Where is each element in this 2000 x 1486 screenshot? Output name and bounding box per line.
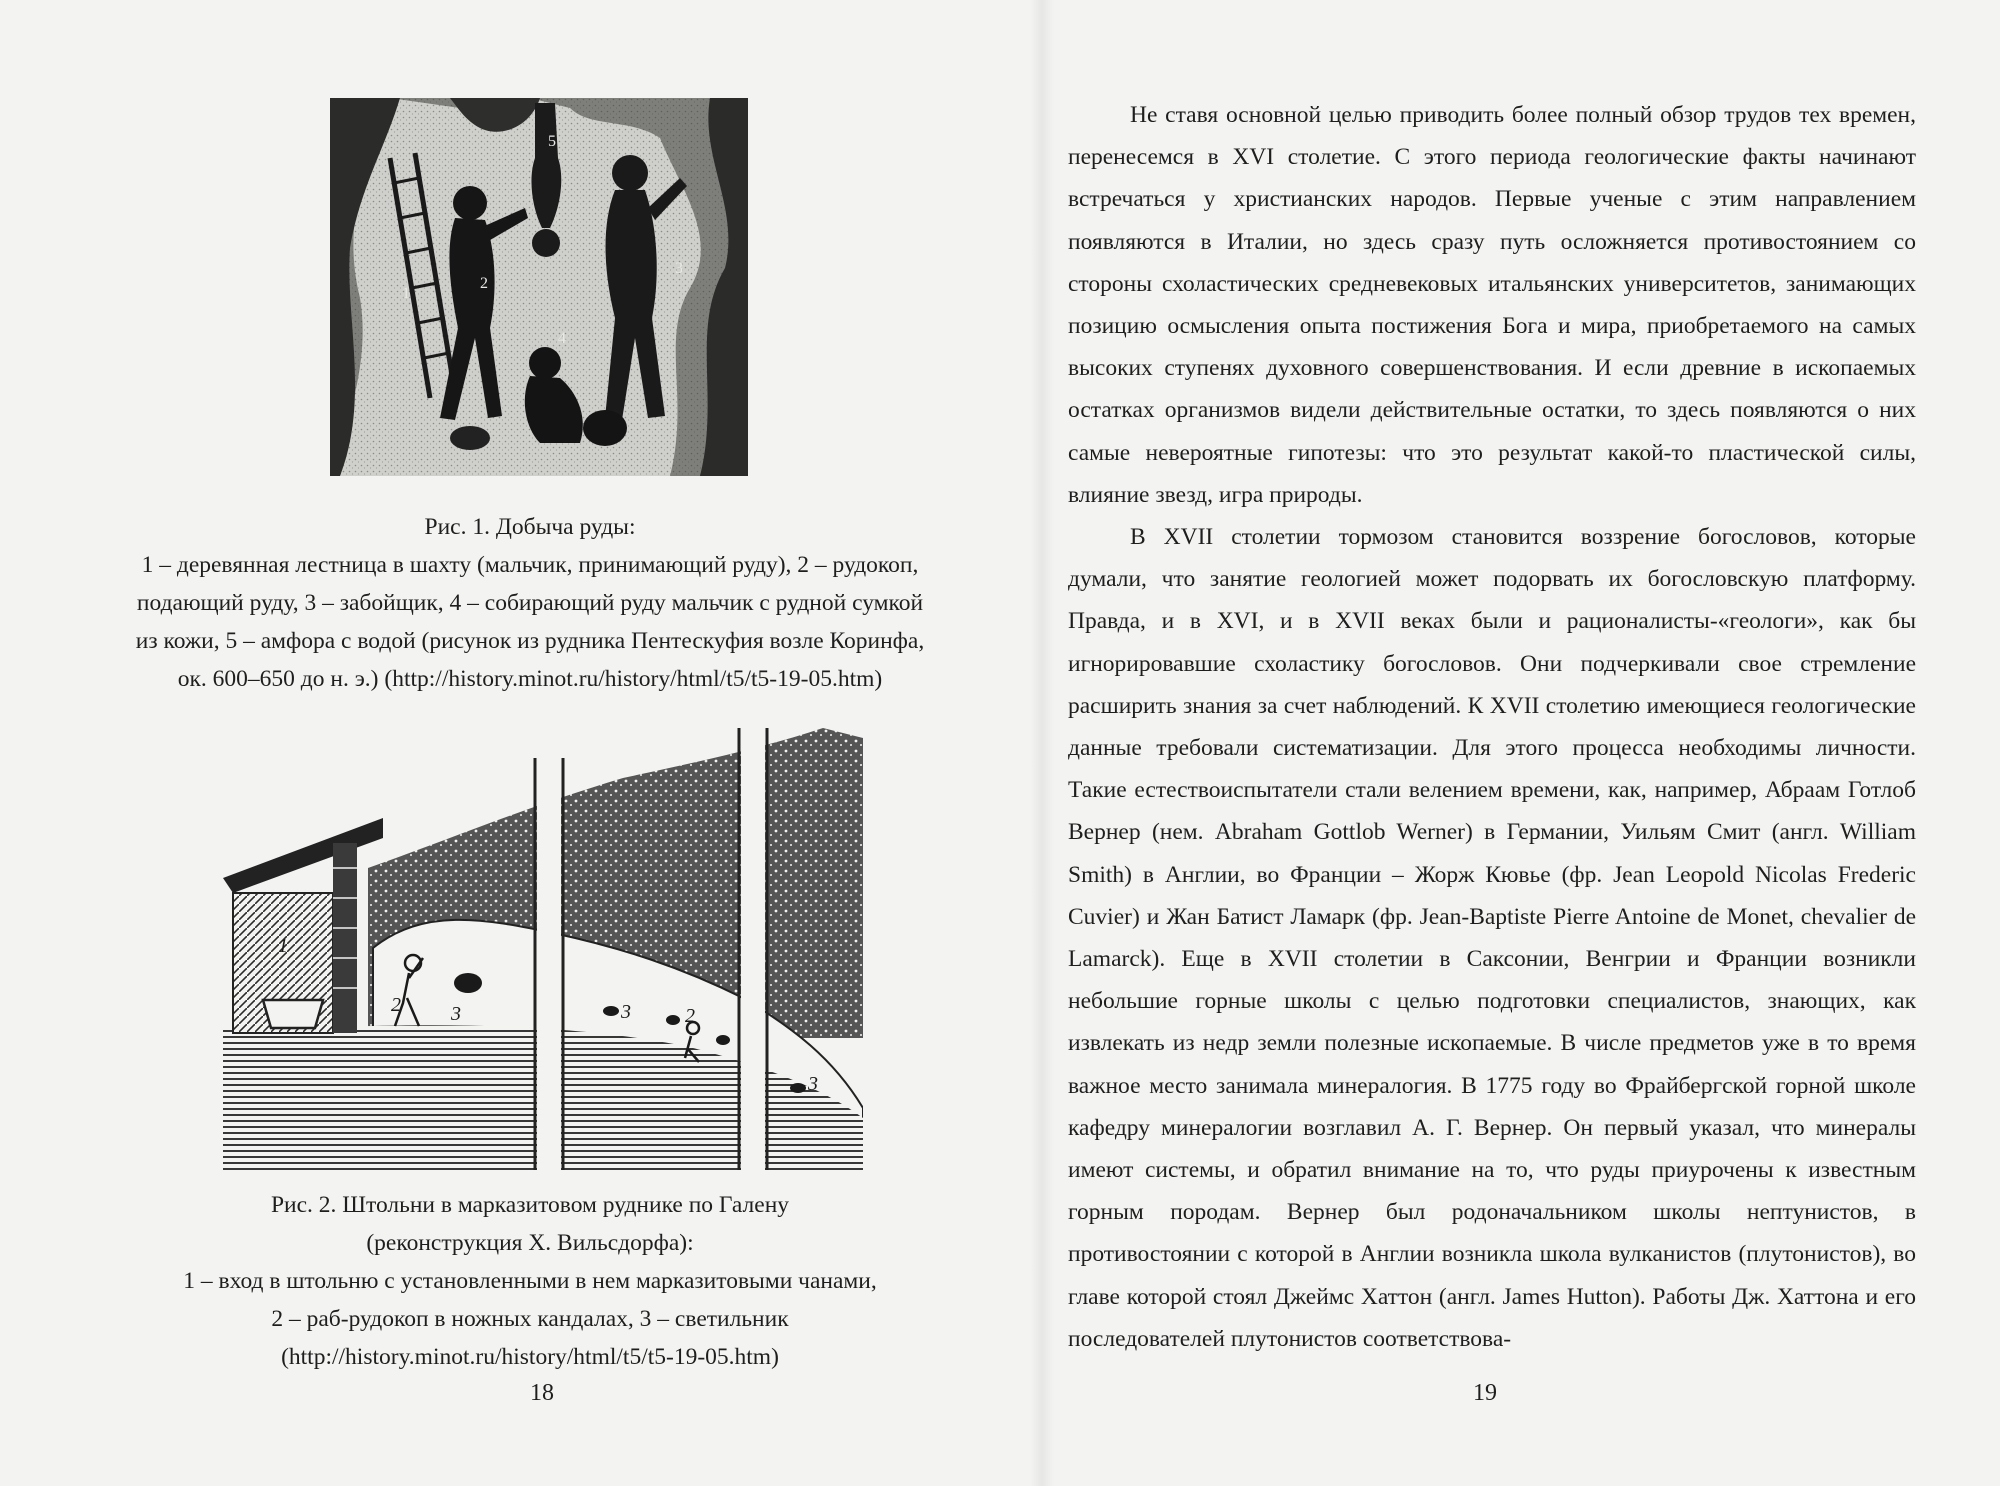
page-number-left: 18 [530,1380,554,1406]
caption-line: Рис. 1. Добыча руды: [424,514,636,540]
fig1-label: 4 [558,330,566,347]
paragraph: Не ставя основной целью приводить более полный обзор трудов тех времен, перенесемся в XVI столетие. С этого периода геологические факты начинают встречаться у христианских народов. Первые ученые с этим направлением появляются в Италии, но здесь сразу путь осложняется противостоянием со стороны схоластических средневековых итальянских университетов, занимающих позицию осмысления опыта постижения Бога и мира, приобретаемого на самых высоких ступенях духовного совершенствования. И если древние в ископаемых остатках организмов видели действительные остатки, то здесь появляются о них самые невероятные гипотезы: что это результат какой-то пластической силы, влияние звезд, игра природы. [1068,102,1916,508]
caption-line: (http://history.minot.ru/history/html/t5/t5-19-05.htm) [281,1344,779,1370]
caption-line: 1 – деревянная лестница в шахту (мальчик, принимающий руду), 2 – рудокоп, [141,552,919,578]
fig1-label: 1 [402,285,410,302]
caption-line: ок. 600–650 до н. э.) (http://history.minot.ru/history/html/t5/t5-19-05.htm) [177,666,883,692]
fig2-label: 2 [685,1005,695,1027]
fig2-label: 3 [451,1003,461,1025]
fig1-label: 5 [548,133,556,150]
body-text [1068,94,1916,1360]
page-number-right: 19 [1473,1380,1497,1406]
fig2-label: 3 [621,1001,631,1023]
caption-line: (реконструкция Х. Вильсдорфа): [366,1230,694,1256]
fig2-label: 3 [808,1073,818,1095]
caption-line: из кожи, 5 – амфора с водой (рисунок из рудника Пентескуфия возле Коринфа, [135,628,925,654]
caption-line: подающий руду, 3 – забойщик, 4 – собирающий руду мальчик с рудной сумкой [136,590,924,616]
fig1-label: 3 [675,260,683,277]
figure-1-caption [100,508,960,698]
paragraph: В XVII столетии тормозом становится воззрение богословов, которые думали, что занятие геологией может подорвать их богословскую платформу. Правда, и в XVI, и в XVII веках были и рационалисты-«геологи», как бы игнорировавшие схоластику богословов. Они подчеркивали свое стремление расширить знания за счет наблюдений. К XVII столетию имеющиеся геологические данные требовали систематизации. Для этого процесса необходимы личности. Такие естествоиспытатели стали велением времени, как, например, Абраам Готлоб Вернер (нем. Abraham Gottlob Werner) в Германии, Уильям Смит (англ. William Smith) в Англии, во Франции – Жорж Кювье (фр. Jean Leopold Nicolas Frederic Cuvier) и Жан Батист Ламарк (фр. Jean-Baptiste Pierre Antoine de Monet, chevalier de Lamarck). Еще в XVII столетии в Саксонии, Венгрии и Франции возникли небольшие горные школы с целью подготовки специалистов, знающих, как извлекать из недр земли полезные ископаемые. В числе предметов уже в то время важное место занимала минералогия. В 1775 году во Фрайбергской горной школе кафедру минералогии возглавил А. Г. Вернер. Он первый указал, что минералы имеют системы, и обратил внимание на то, что руды приурочены к известным горным породам. Вернер был родоначальником школы нептунистов, в противостоянии с которой в Англии возникла школа вулканистов (плутонистов), во главе которой стоял Джеймс Хаттон (англ. James Hutton). Работы Дж. Хаттона и его последователей плутонистов соответствова- [1068,524,1916,1352]
figure-2-mine-cross-section [223,728,863,1170]
figure-1-mining-drawing [330,98,748,476]
figure-2-caption [100,1186,960,1376]
fig1-label: 2 [480,275,488,292]
caption-line: Рис. 2. Штольни в марказитовом руднике по Галену [270,1192,790,1218]
caption-line: 1 – вход в штольню с установленными в нем марказитовыми чанами, [183,1268,877,1294]
fig2-label: 2 [391,994,401,1016]
fig2-label: 1 [278,935,288,957]
caption-line: 2 – раб-рудокоп в ножных кандалах, 3 – светильник [271,1306,789,1332]
